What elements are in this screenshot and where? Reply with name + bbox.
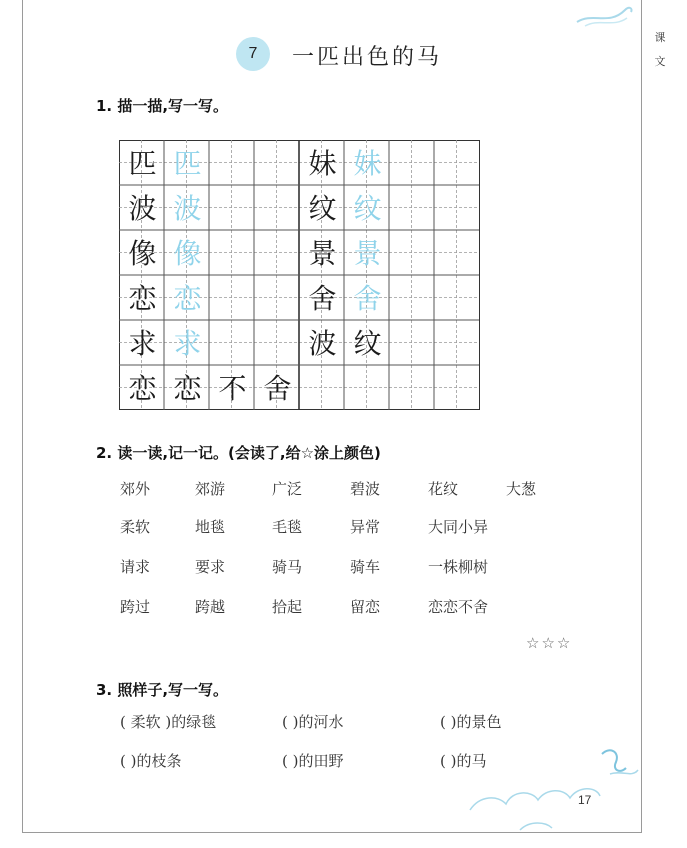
char-black: 波 <box>308 327 337 360</box>
vocab-word: 柔软 <box>120 518 151 536</box>
char-black: 恋 <box>128 282 157 315</box>
side-tab-char: 文 <box>654 55 666 68</box>
lesson-number: 7 <box>236 37 270 71</box>
char-black: 波 <box>128 192 157 225</box>
vocab-word: 广泛 <box>272 480 303 498</box>
vocab-word: 花纹 <box>428 480 459 498</box>
char-black: 妹 <box>308 147 337 180</box>
vocab-word: 骑车 <box>350 558 381 576</box>
cloud-decoration <box>460 740 650 832</box>
char-black: 恋 <box>128 372 157 405</box>
vocab-word: 跨过 <box>120 598 151 616</box>
rating-stars[interactable]: ☆☆☆ <box>526 634 573 652</box>
char-trace: 恋 <box>173 282 202 315</box>
char-trace: 波 <box>173 192 202 225</box>
fill-in-item: ( )的枝条 <box>120 752 182 770</box>
char-trace: 景 <box>353 237 382 270</box>
fill-in-item: ( 柔软 )的绿毯 <box>120 713 217 731</box>
swirl-decoration <box>575 0 635 30</box>
vocab-word: 留恋 <box>350 598 381 616</box>
char-black: 纹 <box>308 192 337 225</box>
vocab-word: 恋恋不舍 <box>428 598 489 616</box>
writing-grid <box>119 140 480 410</box>
char-trace: 匹 <box>173 147 202 180</box>
vocab-word: 大同小异 <box>428 518 489 536</box>
section-2-heading: 2. 读一读,记一记。(会读了,给☆涂上颜色) <box>96 444 381 462</box>
vocab-word: 异常 <box>350 518 381 536</box>
fill-in-item: ( )的河水 <box>282 713 344 731</box>
char-trace: 舍 <box>353 282 382 315</box>
vocab-word: 拾起 <box>272 598 303 616</box>
section-1-heading: 1. 描一描,写一写。 <box>96 97 229 115</box>
char-trace: 求 <box>173 327 202 360</box>
vocab-word: 郊外 <box>120 480 151 498</box>
vocab-word: 大葱 <box>506 480 537 498</box>
vocab-word: 跨越 <box>195 598 226 616</box>
char-black: 纹 <box>353 327 382 360</box>
char-trace: 妹 <box>353 147 382 180</box>
char-black: 像 <box>128 237 157 270</box>
char-trace: 纹 <box>353 192 382 225</box>
char-trace: 像 <box>173 237 202 270</box>
vocab-word: 一株柳树 <box>428 558 489 576</box>
char-black: 求 <box>128 327 157 360</box>
vocab-word: 郊游 <box>195 480 226 498</box>
vocab-word: 毛毯 <box>272 518 303 536</box>
page-border <box>22 0 642 833</box>
vocab-word: 骑马 <box>272 558 303 576</box>
char-black: 恋 <box>173 372 202 405</box>
section-3-heading: 3. 照样子,写一写。 <box>96 681 229 699</box>
fill-in-item: ( )的马 <box>440 752 487 770</box>
char-black: 舍 <box>263 372 292 405</box>
vocab-word: 要求 <box>195 558 226 576</box>
side-tab <box>650 26 670 74</box>
char-black: 不 <box>218 372 247 405</box>
vocab-word: 请求 <box>120 558 151 576</box>
vocab-word: 碧波 <box>350 480 381 498</box>
fill-in-item: ( )的田野 <box>282 752 344 770</box>
char-black: 匹 <box>128 147 157 180</box>
page-number: 17 <box>578 793 592 807</box>
lesson-title: 一匹出色的马 <box>292 45 443 70</box>
fill-in-item: ( )的景色 <box>440 713 502 731</box>
vocab-word: 地毯 <box>195 518 226 536</box>
side-tab-char: 课 <box>654 31 666 44</box>
char-black: 景 <box>308 237 337 270</box>
char-black: 舍 <box>308 282 337 315</box>
